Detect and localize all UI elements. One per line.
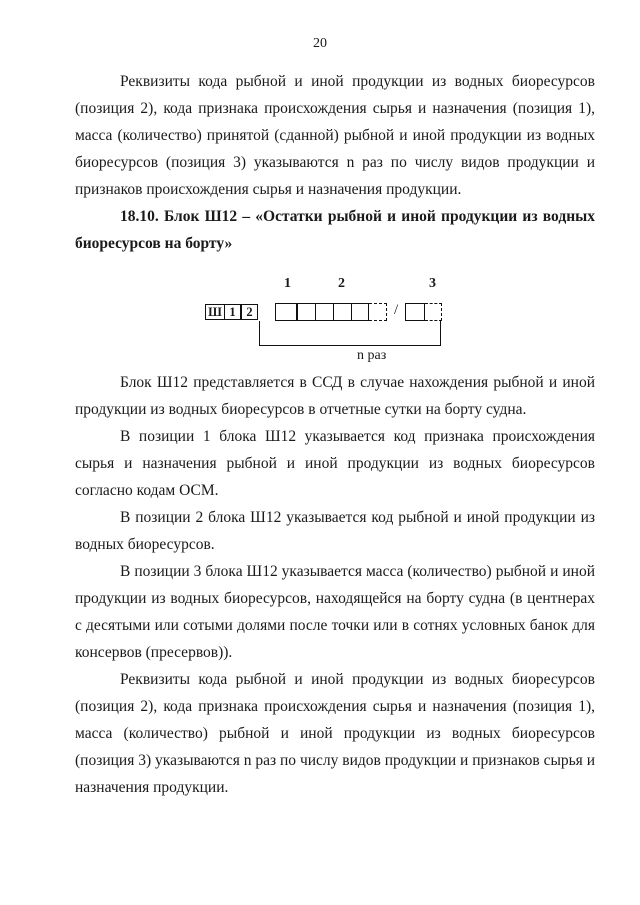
position-label-3: 3: [429, 276, 436, 291]
position-2-extension: [369, 303, 387, 321]
section-heading: 18.10. Блок Ш12 – «Остатки рыбной и иной продукции из водных биоресурсов на борту»: [75, 208, 595, 252]
position-label-2: 2: [338, 276, 345, 291]
prefix-cell: 1: [224, 304, 241, 320]
prefix-cell: 2: [241, 304, 258, 320]
position-3-box: [405, 303, 425, 321]
paragraph: В позиции 2 блока Ш12 указывается код рыбной и иной продукции из водных биоресурсов.: [75, 509, 595, 553]
paragraph: В позиции 1 блока Ш12 указывается код признака происхождения сырья и назначения рыбной и иной продукции из водных биоресурсов согласно кодам ОСМ.: [75, 428, 595, 499]
repeat-bracket-bottom: [259, 345, 441, 346]
top-text-block: [75, 68, 595, 203]
bottom-text-block: [75, 369, 595, 801]
section-heading-block: [75, 203, 595, 257]
position-label-1: 1: [284, 276, 291, 291]
page-number: 20: [313, 36, 327, 51]
paragraph: Реквизиты кода рыбной и иной продукции из водных биоресурсов (позиция 2), кода признака происхождения сырья и назначения (позиция 1), масса (количество) рыбной и иной продукции из водных биоресурсов (позиция 3) указываются n раз по числу видов продукции и признаков сырья и назначения продукции.: [75, 671, 595, 796]
paragraph: Блок Ш12 представляется в ССД в случае нахождения рыбной и иной продукции из водных биоресурсов в отчетные сутки на борту судна.: [75, 374, 595, 418]
position-2-box: [297, 303, 369, 321]
separator-slash: /: [394, 302, 399, 318]
paragraph: Реквизиты кода рыбной и иной продукции из водных биоресурсов (позиция 2), кода признака происхождения сырья и назначения (позиция 1), масса (количество) принятой (сданной) рыбной и иной продукции из водных биоресурсов (позиция 3) указываются n раз по числу видов продукции и признаков происхождения сырья и назначения продукции.: [75, 73, 595, 198]
paragraph: В позиции 3 блока Ш12 указывается масса (количество) рыбной и иной продукции из водных биоресурсов, находящейся на борту судна (в центнерах с десятыми или сотыми долями после точки или в сотнях условных банок для консервов (пресервов)).: [75, 563, 595, 661]
position-1-box: [275, 303, 297, 321]
prefix-cell: Ш: [205, 304, 225, 320]
position-3-extension: [425, 303, 442, 321]
repeat-bracket-left: [259, 321, 260, 346]
repeat-label: n раз: [357, 348, 387, 363]
repeat-bracket-right: [440, 321, 441, 346]
